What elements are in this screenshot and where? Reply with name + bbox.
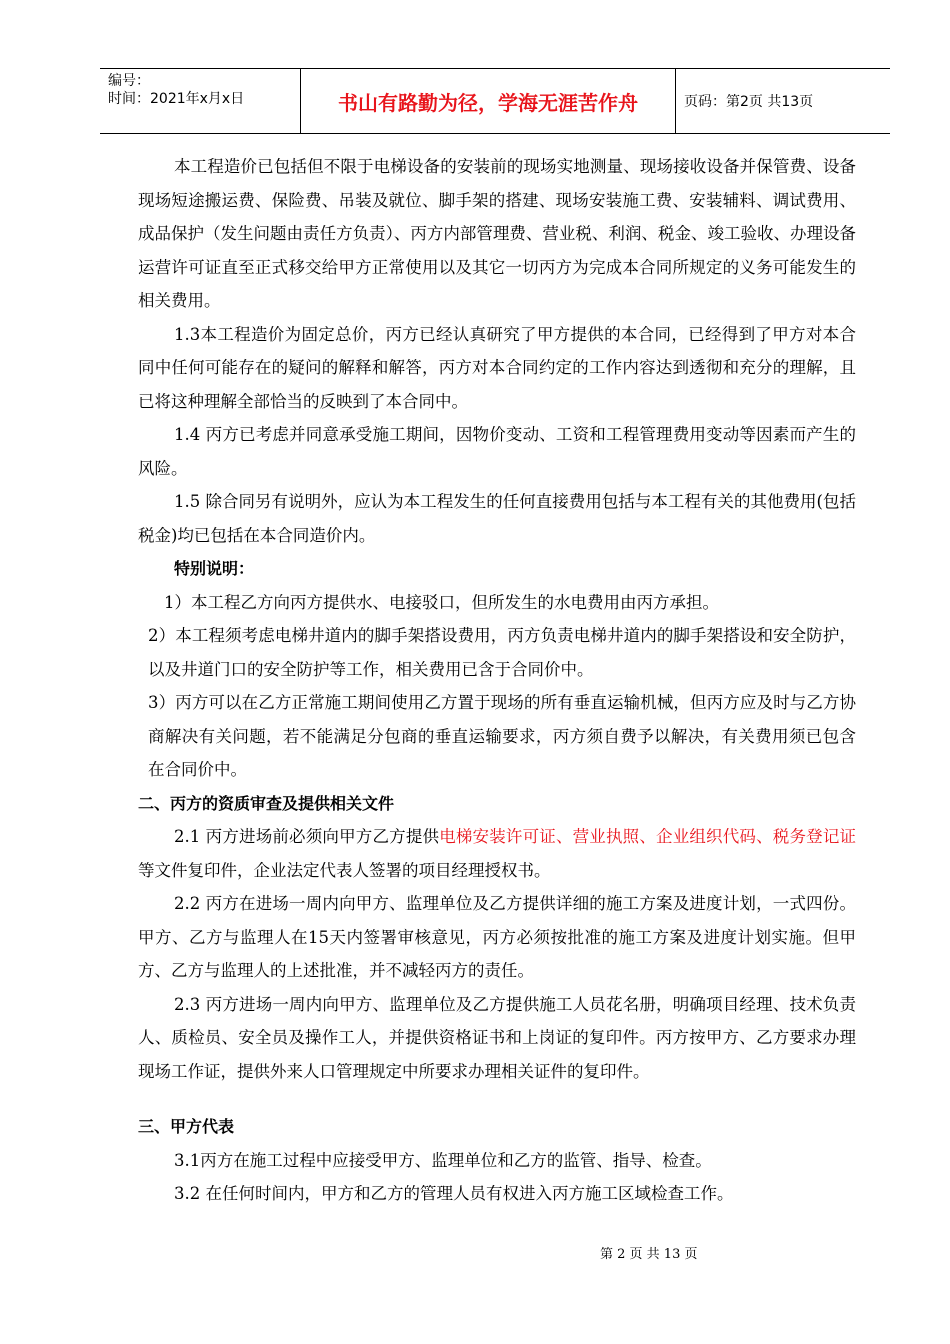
header-page-label: 页码：第2页 共13页: [684, 94, 814, 110]
paragraph-3-2: 3.2 在任何时间内，甲方和乙方的管理人员有权进入丙方施工区域检查工作。: [174, 1184, 734, 1203]
header-meta: [100, 69, 301, 133]
special-note-2: 2）本工程须考虑电梯井道内的脚手架搭设费用，丙方负责电梯井道内的脚手架搭设和安全防护，以及井道门口的安全防护等工作，相关费用已含于合同价中。: [148, 626, 856, 679]
section-3-title: 三、甲方代表: [138, 1117, 235, 1136]
paragraph-1-4: 1.4 丙方已考虑并同意承受施工期间，因物价变动、工资和工程管理费用变动等因素而产生的风险。: [138, 425, 856, 478]
special-note-title: 特别说明：: [174, 559, 255, 578]
paragraph-2-3: 2.3 丙方进场一周内向甲方、监理单位及乙方提供施工人员花名册，明确项目经理、技术负责人、质检员、安全员及操作工人，并提供资格证书和上岗证的复印件。丙方按甲方、乙方要求办理现场工作证，提供外来人口管理规定中所要求办理相关证件的复印件。: [138, 994, 856, 1081]
paragraph-1-3: 1.3本工程造价为固定总价，丙方已经认真研究了甲方提供的本合同，已经得到了甲方对本合同中任何可能存在的疑问的解释和解答，丙方对本合同约定的工作内容达到透彻和充分的理解，且已将这种理解全部恰当的反映到了本合同中。: [138, 324, 856, 411]
page-footer: 第 2 页 共 13 页: [600, 1247, 698, 1262]
time-label: 时间：2021年x月x日: [108, 91, 245, 107]
paragraph-2-1: [138, 820, 856, 887]
section-gap: [138, 1088, 856, 1110]
document-body: [138, 150, 856, 1211]
page-header: [100, 68, 890, 134]
special-note-3: 3）丙方可以在乙方正常施工期间使用乙方置于现场的所有垂直运输机械，但丙方应及时与乙方协商解决有关问题，若不能满足分包商的垂直运输要求，丙方须自费予以解决，有关费用须已包含在合同价中。: [148, 693, 856, 779]
paragraph-3-1: 3.1丙方在施工过程中应接受甲方、监理单位和乙方的监管、指导、检查。: [174, 1150, 712, 1170]
paragraph-2-2: 2.2 丙方在进场一周内向甲方、监理单位及乙方提供详细的施工方案及进度计划，一式四份。甲方、乙方与监理人在15天内签署审核意见，丙方必须按批准的施工方案及进度计划实施。但甲方、乙方与监理人的上述批准，并不减轻丙方的责任。: [138, 894, 856, 980]
header-motto: 书山有路勤为径，学海无涯苦作舟: [301, 69, 676, 133]
special-note-1: 1）本工程乙方向丙方提供水、电接驳口，但所发生的水电费用由丙方承担。: [164, 592, 719, 612]
paragraph-1-5: 1.5 除合同另有说明外，应认为本工程发生的任何直接费用包括与本工程有关的其他费用(包括税金)均已包括在本合同造价内。: [138, 492, 856, 545]
paragraph-2-1-end: 等文件复印件，企业法定代表人签署的项目经理授权书。: [138, 860, 551, 880]
number-label: 编号：: [108, 73, 150, 89]
paragraph-2-1-start: 2.1 丙方进场前必须向甲方乙方提供: [174, 827, 440, 846]
section-2-title: 二、丙方的资质审查及提供相关文件: [138, 793, 395, 813]
paragraph-cost-scope: 本工程造价已包括但不限于电梯设备的安装前的现场实地测量、现场接收设备并保管费、设备现场短途搬运费、保险费、吊装及就位、脚手架的搭建、现场安装施工费、安装辅料、调试费用、成品保护（发生问题由责任方负责）、丙方内部管理费、营业税、利润、税金、竣工验收、办理设备运营许可证直至正式移交给甲方正常使用以及其它一切丙方为完成本合同所规定的义务可能发生的相关费用。: [138, 157, 856, 310]
required-documents: 电梯安装许可证、营业执照、企业组织代码、税务登记证: [439, 827, 856, 846]
